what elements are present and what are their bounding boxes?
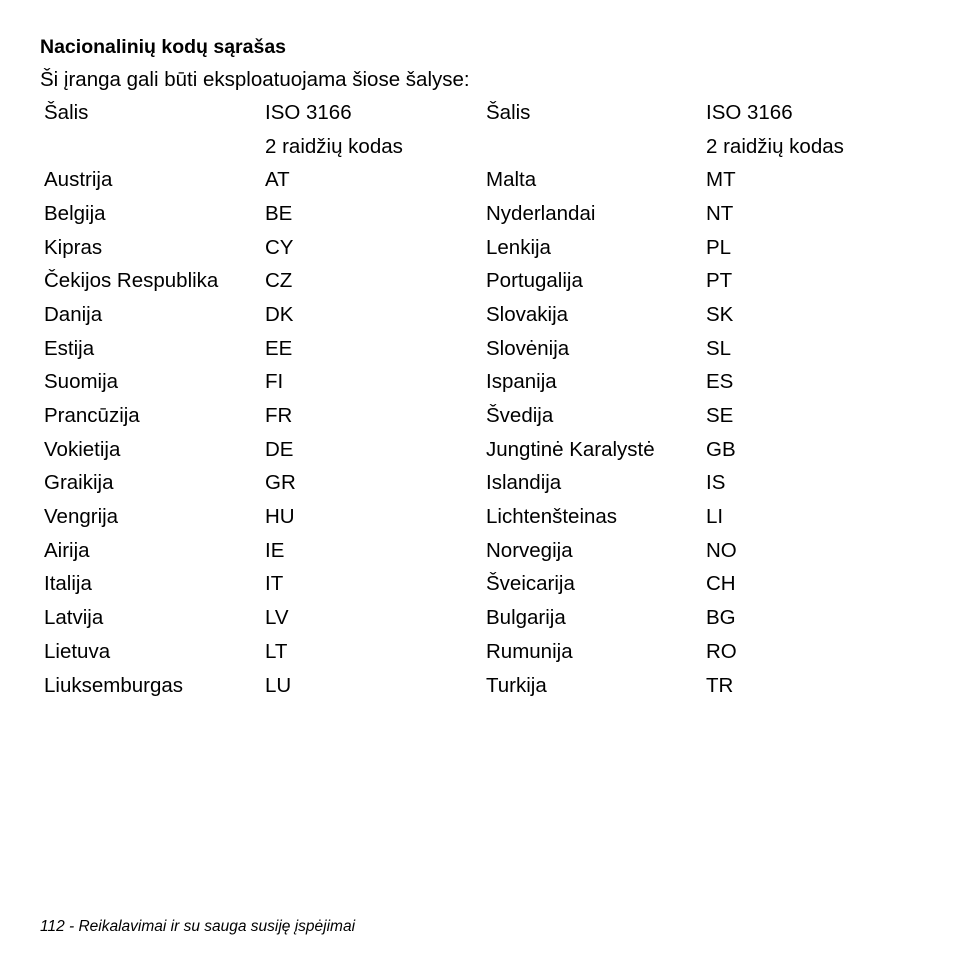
country-name-cell: Graikija [44,471,114,495]
table-row [44,197,924,231]
table-row [44,568,924,602]
iso-code-cell: IE [265,538,285,562]
country-name-cell: Jungtinė Karalystė [486,437,655,461]
country-name-cell: Italija [44,572,92,596]
page-title: Nacionalinių kodų sąrašas [40,36,287,58]
country-name-cell: Vokietija [44,437,121,461]
iso-code-cell: IS [706,471,726,495]
iso-code-cell: FR [265,404,293,428]
iso-code-cell: DE [265,437,294,461]
iso-code-cell: HU [265,505,295,529]
country-name-cell: Austrija [44,168,113,192]
table-row [44,669,924,703]
table-row [44,332,924,366]
iso-code-cell: SE [706,404,734,428]
table-header-cell: Šalis [486,100,531,124]
table-row [44,467,924,501]
country-name-cell: Latvija [44,606,104,630]
table-row [44,366,924,400]
country-name-cell: Kipras [44,235,103,259]
country-name-cell: Slovakija [486,302,569,326]
intro-text: Ši įranga gali būti eksploatuojama šiose šalyse: [40,68,470,91]
table-header-row [44,130,924,164]
table-row [44,163,924,197]
table-header-cell: Šalis [44,100,89,124]
country-name-cell: Danija [44,302,103,326]
table-header-cell: ISO 3166 [706,100,793,124]
country-name-cell: Švedija [486,404,554,428]
iso-code-cell: LV [265,606,289,630]
iso-code-cell: LI [706,505,724,529]
iso-code-cell: ES [706,370,734,394]
country-name-cell: Liuksemburgas [44,673,184,697]
country-name-cell: Vengrija [44,505,119,529]
iso-code-cell: AT [265,168,290,192]
iso-code-cell: PT [706,269,733,293]
iso-code-cell: FI [265,370,284,394]
country-name-cell: Lenkija [486,235,551,259]
page-footer: 112 - Reikalavimai ir su sauga susiję įspėjimai [40,918,356,935]
iso-code-cell: EE [265,336,293,360]
iso-code-cell: PL [706,235,732,259]
country-name-cell: Rumunija [486,639,573,663]
country-name-cell: Ispanija [486,370,557,394]
table-row [44,231,924,265]
iso-code-cell: LT [265,639,288,663]
table-header-cell: 2 raidžių kodas [265,134,403,158]
country-name-cell: Estija [44,336,95,360]
country-name-cell: Islandija [486,471,562,495]
iso-code-cell: SK [706,302,734,326]
iso-code-cell: RO [706,639,737,663]
table-row [44,264,924,298]
country-name-cell: Airija [44,538,90,562]
table-row [44,635,924,669]
country-name-cell: Suomija [44,370,119,394]
table-row [44,399,924,433]
country-name-cell: Portugalija [486,269,583,293]
iso-code-cell: NO [706,538,737,562]
table-header-cell: 2 raidžių kodas [706,134,844,158]
country-name-cell: Lietuva [44,639,111,663]
iso-code-cell: IT [265,572,284,596]
iso-code-cell: BG [706,606,736,630]
country-name-cell: Lichtenšteinas [486,505,618,529]
iso-code-cell: BE [265,201,293,225]
table-row [44,601,924,635]
country-codes-table [44,96,924,702]
country-name-cell: Prancūzija [44,404,140,428]
table-row [44,500,924,534]
country-name-cell: Belgija [44,201,106,225]
iso-code-cell: MT [706,168,736,192]
iso-code-cell: SL [706,336,732,360]
country-name-cell: Norvegija [486,538,573,562]
iso-code-cell: GR [265,471,296,495]
iso-code-cell: NT [706,201,734,225]
table-row [44,534,924,568]
iso-code-cell: DK [265,302,294,326]
table-row [44,298,924,332]
iso-code-cell: CH [706,572,736,596]
iso-code-cell: CY [265,235,294,259]
country-name-cell: Slovėnija [486,336,570,360]
iso-code-cell: TR [706,673,734,697]
iso-code-cell: GB [706,437,736,461]
table-header-cell: ISO 3166 [265,100,352,124]
country-name-cell: Šveicarija [486,572,575,596]
country-name-cell: Turkija [486,673,547,697]
iso-code-cell: LU [265,673,292,697]
iso-code-cell: CZ [265,269,293,293]
country-name-cell: Nyderlandai [486,201,596,225]
country-name-cell: Čekijos Respublika [44,269,219,293]
table-row [44,433,924,467]
country-name-cell: Bulgarija [486,606,566,630]
country-name-cell: Malta [486,168,537,192]
table-header-row [44,96,924,130]
